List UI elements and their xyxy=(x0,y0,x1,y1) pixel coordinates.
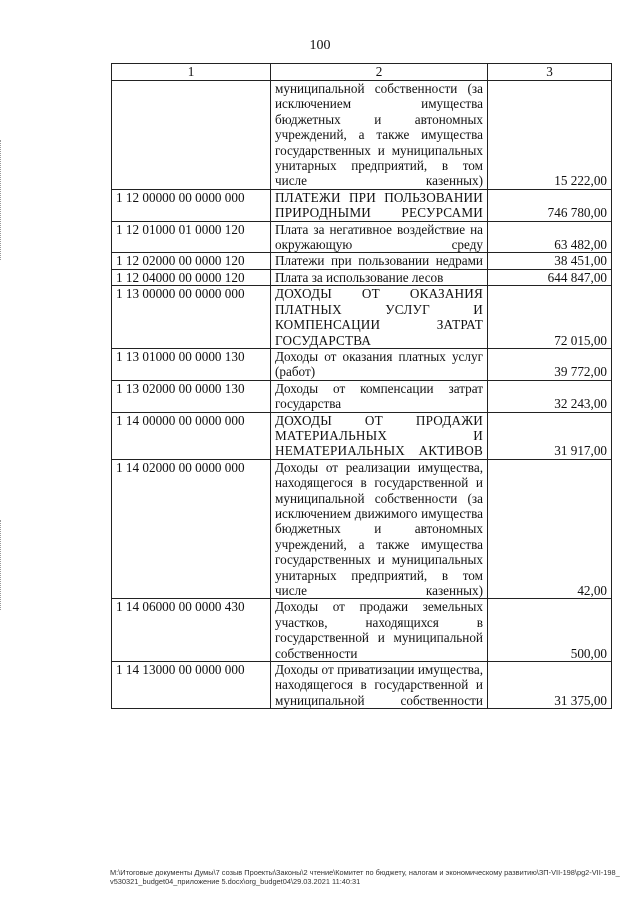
income-table xyxy=(111,63,612,709)
row-name: ДОХОДЫ ОТ ОКАЗАНИЯ ПЛАТНЫХ УСЛУГ И КОМПЕНСАЦИИ ЗАТРАТ ГОСУДАРСТВА xyxy=(271,286,488,349)
scan-edge-mark xyxy=(0,140,7,260)
row-code xyxy=(112,81,271,190)
row-code: 1 12 00000 00 0000 000 xyxy=(112,189,271,221)
row-name: Доходы от продажи земельных участков, находящихся в государственной и муниципальной собственности xyxy=(271,599,488,662)
row-amount: 63 482,00 xyxy=(488,221,612,253)
row-amount: 72 015,00 xyxy=(488,286,612,349)
header-cell-amount: 3 xyxy=(488,64,612,81)
scan-edge-mark xyxy=(0,520,7,610)
table-row xyxy=(112,662,612,709)
row-code: 1 13 01000 00 0000 130 xyxy=(112,348,271,380)
row-code: 1 13 02000 00 0000 130 xyxy=(112,380,271,412)
row-amount: 39 772,00 xyxy=(488,348,612,380)
row-name: Доходы от приватизации имущества, находящегося в государственной и муниципальной собственности xyxy=(271,662,488,709)
table-row xyxy=(112,412,612,459)
row-name: ДОХОДЫ ОТ ПРОДАЖИ МАТЕРИАЛЬНЫХ И НЕМАТЕРИАЛЬНЫХ АКТИВОВ xyxy=(271,412,488,459)
row-code: 1 14 02000 00 0000 000 xyxy=(112,459,271,599)
table-row xyxy=(112,459,612,599)
row-amount: 31 375,00 xyxy=(488,662,612,709)
page-number: 100 xyxy=(309,38,331,53)
row-name: ПЛАТЕЖИ ПРИ ПОЛЬЗОВАНИИ ПРИРОДНЫМИ РЕСУРСАМИ xyxy=(271,189,488,221)
row-code: 1 14 00000 00 0000 000 xyxy=(112,412,271,459)
row-name: муниципальной собственности (за исключением имущества бюджетных и автономных учреждений, а также имущества государственных и муниципальных унитарных предприятий, в том числе казенных) xyxy=(271,81,488,190)
row-name: Доходы от компенсации затрат государства xyxy=(271,380,488,412)
income-table-container xyxy=(111,63,611,709)
row-amount: 15 222,00 xyxy=(488,81,612,190)
row-code: 1 12 04000 00 0000 120 xyxy=(112,269,271,285)
table-row xyxy=(112,221,612,253)
footer-file-path: М:\Итоговые документы Думы\7 созыв Проекты\Законы\2 чтение\Комитет по бюджету, налогам и экономическому развитию\ЗП-VII-198\pg2-VII-198_v530321_budget04_приложение 5.docx\org_budget04\29.03.2021 11:40:31 xyxy=(110,868,620,886)
row-amount: 32 243,00 xyxy=(488,380,612,412)
table-row xyxy=(112,81,612,190)
table-row xyxy=(112,269,612,285)
row-amount: 42,00 xyxy=(488,459,612,599)
row-amount: 38 451,00 xyxy=(488,253,612,269)
header-cell-code: 1 xyxy=(112,64,271,81)
table-row xyxy=(112,253,612,269)
row-code: 1 14 13000 00 0000 000 xyxy=(112,662,271,709)
table-row xyxy=(112,599,612,662)
row-code: 1 13 00000 00 0000 000 xyxy=(112,286,271,349)
row-amount: 644 847,00 xyxy=(488,269,612,285)
table-row xyxy=(112,189,612,221)
header-cell-name: 2 xyxy=(271,64,488,81)
row-name: Доходы от оказания платных услуг (работ) xyxy=(271,348,488,380)
row-code: 1 12 02000 00 0000 120 xyxy=(112,253,271,269)
row-name: Плата за негативное воздействие на окружающую среду xyxy=(271,221,488,253)
row-amount: 500,00 xyxy=(488,599,612,662)
row-name: Плата за использование лесов xyxy=(271,269,488,285)
row-code: 1 14 06000 00 0000 430 xyxy=(112,599,271,662)
row-name: Платежи при пользовании недрами xyxy=(271,253,488,269)
table-header-row xyxy=(112,64,612,81)
table-row xyxy=(112,286,612,349)
row-amount: 746 780,00 xyxy=(488,189,612,221)
row-code: 1 12 01000 01 0000 120 xyxy=(112,221,271,253)
row-name: Доходы от реализации имущества, находящегося в государственной и муниципальной собственности (за исключением движимого имущества бюджетных и автономных учреждений, а также имущества государственных и муниципальных унитарных предприятий, в том числе казенных) xyxy=(271,459,488,599)
row-amount: 31 917,00 xyxy=(488,412,612,459)
table-row xyxy=(112,348,612,380)
table-row xyxy=(112,380,612,412)
